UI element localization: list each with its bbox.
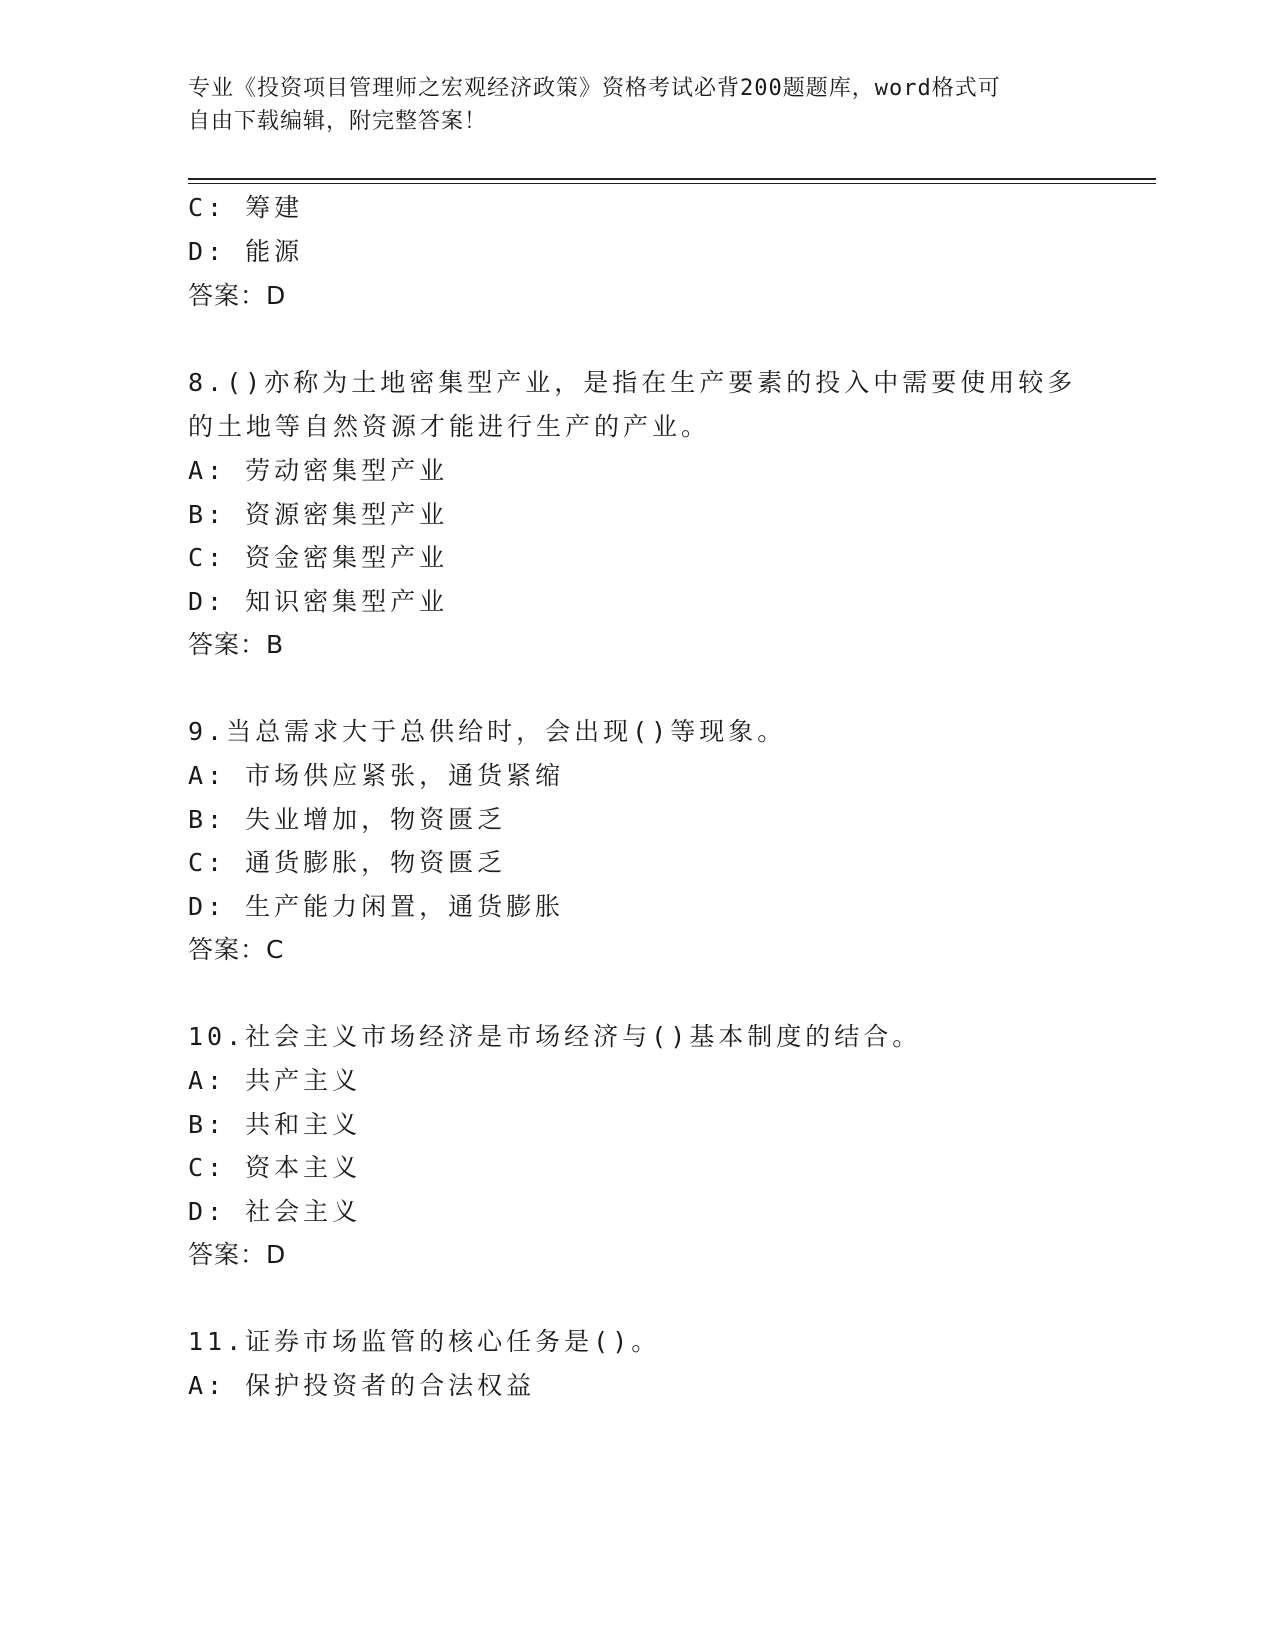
q9-option-c: C: 通货膨胀，物资匮乏 <box>188 848 507 877</box>
header-line-1: 专业《投资项目管理师之宏观经济政策》资格考试必背200题题库，word格式可 <box>188 76 1001 101</box>
q9-option-d: D: 生产能力闲置，通货膨胀 <box>188 892 565 921</box>
q10-answer: 答案：D <box>188 1240 287 1269</box>
q9-stem: 9.当总需求大于总供给时，会出现()等现象。 <box>188 717 787 746</box>
q10-option-a: A: 共产主义 <box>188 1066 362 1095</box>
q10-option-c: C: 资本主义 <box>188 1153 362 1182</box>
q9-option-a: A: 市场供应紧张，通货紧缩 <box>188 761 565 790</box>
q8-stem-line-1: 8.()亦称为土地密集型产业，是指在生产要素的投入中需要使用较多 <box>188 368 1077 397</box>
q8-option-b: B: 资源密集型产业 <box>188 500 449 529</box>
q8-option-a: A: 劳动密集型产业 <box>188 456 449 485</box>
q11-stem: 11.证券市场监管的核心任务是()。 <box>188 1327 661 1356</box>
prev-option-c: C: 筹建 <box>188 193 304 222</box>
q8-option-d: D: 知识密集型产业 <box>188 587 449 616</box>
q10-stem: 10.社会主义市场经济是市场经济与()基本制度的结合。 <box>188 1022 922 1051</box>
q8-answer: 答案：B <box>188 630 285 659</box>
q8-stem-line-2: 的土地等自然资源才能进行生产的产业。 <box>188 412 711 441</box>
q10-option-b: B: 共和主义 <box>188 1110 362 1139</box>
q9-answer: 答案：C <box>188 935 285 964</box>
header-divider-thick <box>188 178 1156 180</box>
prev-option-d: D: 能源 <box>188 237 304 266</box>
document-header <box>188 72 1068 138</box>
q11-option-a: A: 保护投资者的合法权益 <box>188 1371 536 1400</box>
header-line-2: 自由下载编辑，附完整答案！ <box>188 109 488 134</box>
prev-answer: 答案：D <box>188 281 287 310</box>
header-divider-thin <box>188 183 1156 184</box>
q10-option-d: D: 社会主义 <box>188 1197 362 1226</box>
q9-option-b: B: 失业增加，物资匮乏 <box>188 805 507 834</box>
q8-option-c: C: 资金密集型产业 <box>188 543 449 572</box>
